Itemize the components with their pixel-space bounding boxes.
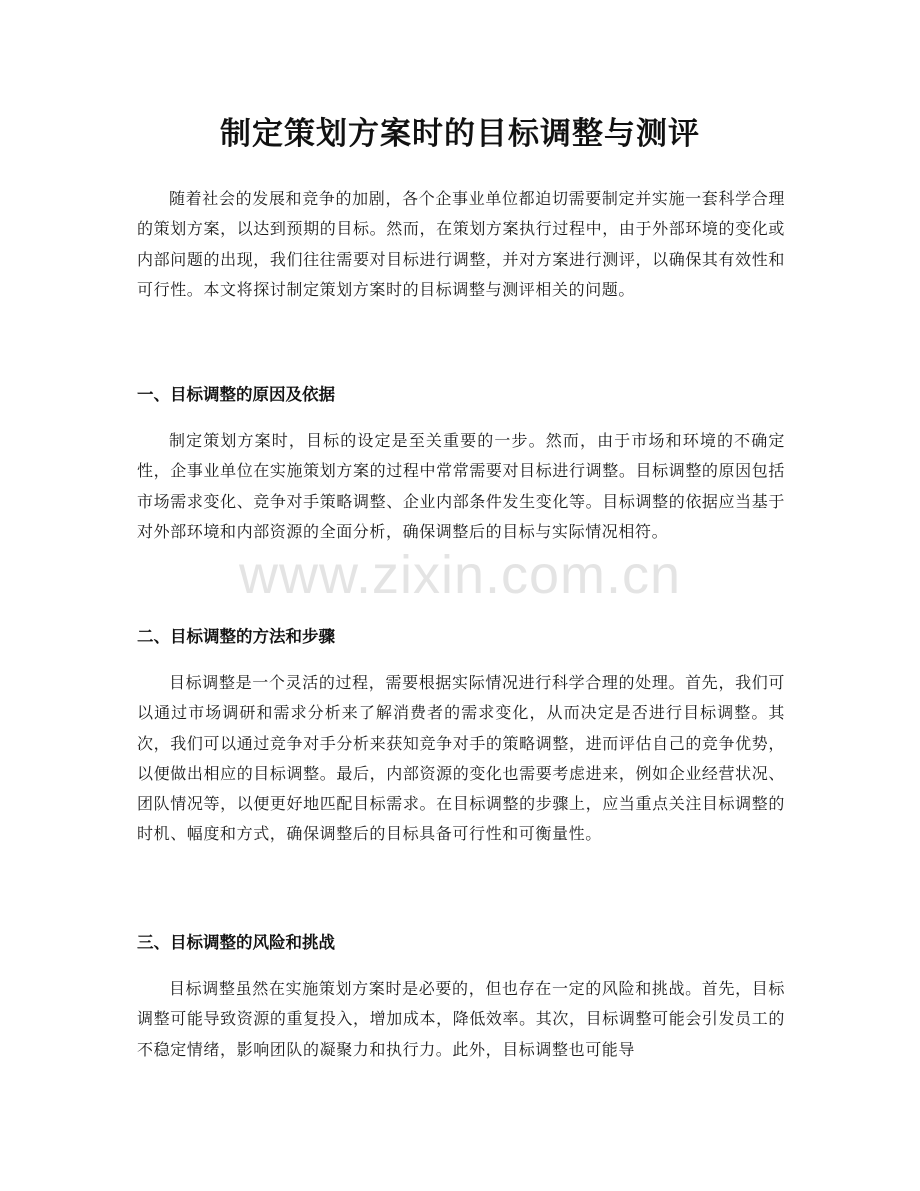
section-1-heading: 一、目标调整的原因及依据 (137, 385, 335, 404)
section-2-heading: 二、目标调整的方法和步骤 (137, 627, 335, 646)
page-title: 制定策划方案时的目标调整与测评 (220, 116, 700, 152)
section-2-body: 目标调整是一个灵活的过程，需要根据实际情况进行科学合理的处理。首先，我们可以通过市场调研和需求分析来了解消费者的需求变化，从而决定是否进行目标调整。其次，我们可以通过竞争对手分析来获知竞争对手的策略调整，进而评估自己的竞争优势，以便做出相应的目标调整。最后，内部资源的变化也需要考虑进来，例如企业经营状况、团队情况等，以便更好地匹配目标需求。在目标调整的步骤上，应当重点关注目标调整的时机、幅度和方式，确保调整后的目标具备可行性和可衡量性。 (137, 673, 785, 844)
section-3-body: 目标调整虽然在实施策划方案时是必要的，但也存在一定的风险和挑战。首先，目标调整可能导致资源的重复投入，增加成本，降低效率。其次，目标调整可能会引发员工的不稳定情绪，影响团队的凝聚力和执行力。此外，目标调整也可能导 (137, 979, 785, 1059)
watermark: www.zixin.com.cn (238, 545, 682, 605)
section-3-heading: 三、目标调整的风险和挑战 (137, 933, 335, 952)
section-1-body: 制定策划方案时，目标的设定是至关重要的一步。然而，由于市场和环境的不确定性，企事业单位在实施策划方案的过程中常常需要对目标进行调整。目标调整的原因包括市场需求变化、竞争对手策略调整、企业内部条件发生变化等。目标调整的依据应当基于对外部环境和内部资源的全面分析，确保调整后的目标与实际情况相符。 (137, 431, 785, 541)
intro-paragraph: 随着社会的发展和竞争的加剧，各个企事业单位都迫切需要制定并实施一套科学合理的策划方案，以达到预期的目标。然而，在策划方案执行过程中，由于外部环境的变化或内部问题的出现，我们往往需要对目标进行调整，并对方案进行测评，以确保其有效性和可行性。本文将探讨制定策划方案时的目标调整与测评相关的问题。 (137, 189, 785, 299)
